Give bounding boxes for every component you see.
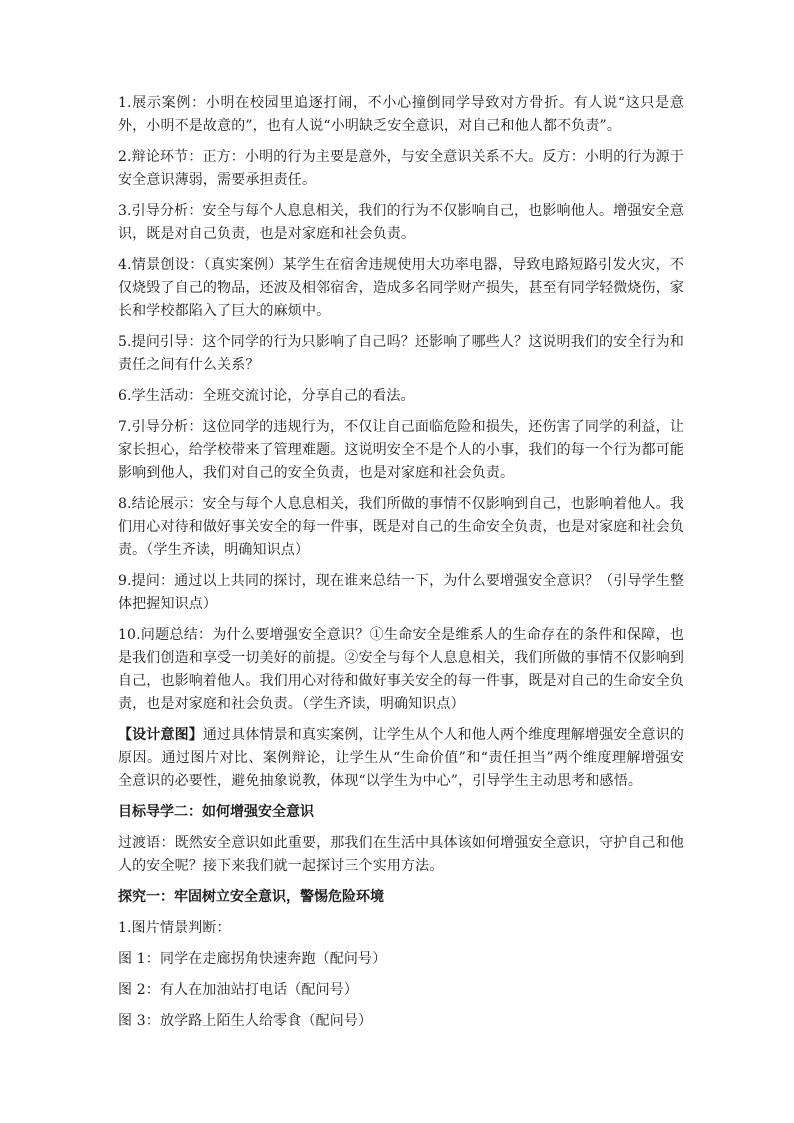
image-item-1: 图 1：同学在走廊拐角快速奔跑（配问号） <box>118 951 387 967</box>
design-intent-text: 通过具体情景和真实案例，让学生从个人和他人两个维度理解增强安全意识的原因。通过图片对比、案例辩论，让学生从“生命价值”和“责任担当”两个维度理解增强安全意识的必要性，避免抽象说教，体现“以学生为中心”，引导学生主动思考和感悟。 <box>118 727 685 789</box>
paragraph-8: 8.结论展示：安全与每个人息息相关，我们所做的事情不仅影响到自己，也影响着他人。我们用心对待和做好事关安全的每一件事，既是对自己的生命安全负责，也是对家庭和社会负责。（学生齐读，明确知识点） <box>118 496 684 558</box>
explore-heading: 探究一：牢固树立安全意识，警惕危险环境 <box>118 889 384 905</box>
paragraph-1: 1.展示案例：小明在校园里追逐打闹，不小心撞倒同学导致对方骨折。有人说“这只是意外，小明不是故意的”，也有人说“小明缺乏安全意识，对自己和他人都不负责”。 <box>118 95 684 134</box>
image-judgement-title: 1.图片情景判断： <box>118 920 231 936</box>
image-item-3: 图 3：放学路上陌生人给零食（配问号） <box>118 1013 373 1029</box>
design-intent-paragraph <box>118 724 684 793</box>
paragraph-5: 5.提问引导：这个同学的行为只影响了自己吗？还影响了哪些人？这说明我们的安全行为和责任之间有什么关系？ <box>118 334 684 373</box>
paragraph-7: 7.引导分析：这位同学的违规行为，不仅让自己面临危险和损失，还伤害了同学的利益，让家长担心，给学校带来了管理难题。这说明安全不是个人的小事，我们的每一个行为都可能影响到他人，我们对自己的安全负责，也是对家庭和社会负责。 <box>118 419 684 481</box>
paragraph-6: 6.学生活动：全班交流讨论，分享自己的看法。 <box>118 388 415 404</box>
paragraph-10: 10.问题总结：为什么要增强安全意识？①生命安全是维系人的生命存在的条件和保障，也是我们创造和享受一切美好的前提。②安全与每个人息息相关，我们所做的事情不仅影响到自己，也影响着他人。我们用心对待和做好事关安全的每一件事，既是对自己的生命安全负责，也是对家庭和社会负责。（学生齐读，明确知识点） <box>118 627 684 712</box>
goal-heading: 目标导学二：如何增强安全意识 <box>118 804 314 820</box>
paragraph-3: 3.引导分析：安全与每个人息息相关，我们的行为不仅影响自己，也影响他人。增强安全意识，既是对自己负责，也是对家庭和社会负责。 <box>118 203 684 242</box>
paragraph-2: 2.辩论环节：正方：小明的行为主要是意外，与安全意识关系不大。反方：小明的行为源于安全意识薄弱，需要承担责任。 <box>118 149 684 188</box>
document-page <box>118 92 684 1041</box>
image-item-2: 图 2：有人在加油站打电话（配问号） <box>118 982 359 998</box>
design-intent-tag: 【设计意图】 <box>118 727 203 743</box>
paragraph-9: 9.提问：通过以上共同的探讨，现在谁来总结一下，为什么要增强安全意识？（引导学生整体把握知识点） <box>118 573 684 612</box>
paragraph-4: 4.情景创设：（真实案例）某学生在宿舍违规使用大功率电器，导致电路短路引发火灾，不仅烧毁了自己的物品，还波及相邻宿舍，造成多名同学财产损失，甚至有同学轻微烧伤，家长和学校都陷入了巨大的麻烦中。 <box>118 257 684 319</box>
transition-paragraph: 过渡语：既然安全意识如此重要，那我们在生活中具体该如何增强安全意识，守护自己和他人的安全呢？接下来我们就一起探讨三个实用方法。 <box>118 835 684 874</box>
